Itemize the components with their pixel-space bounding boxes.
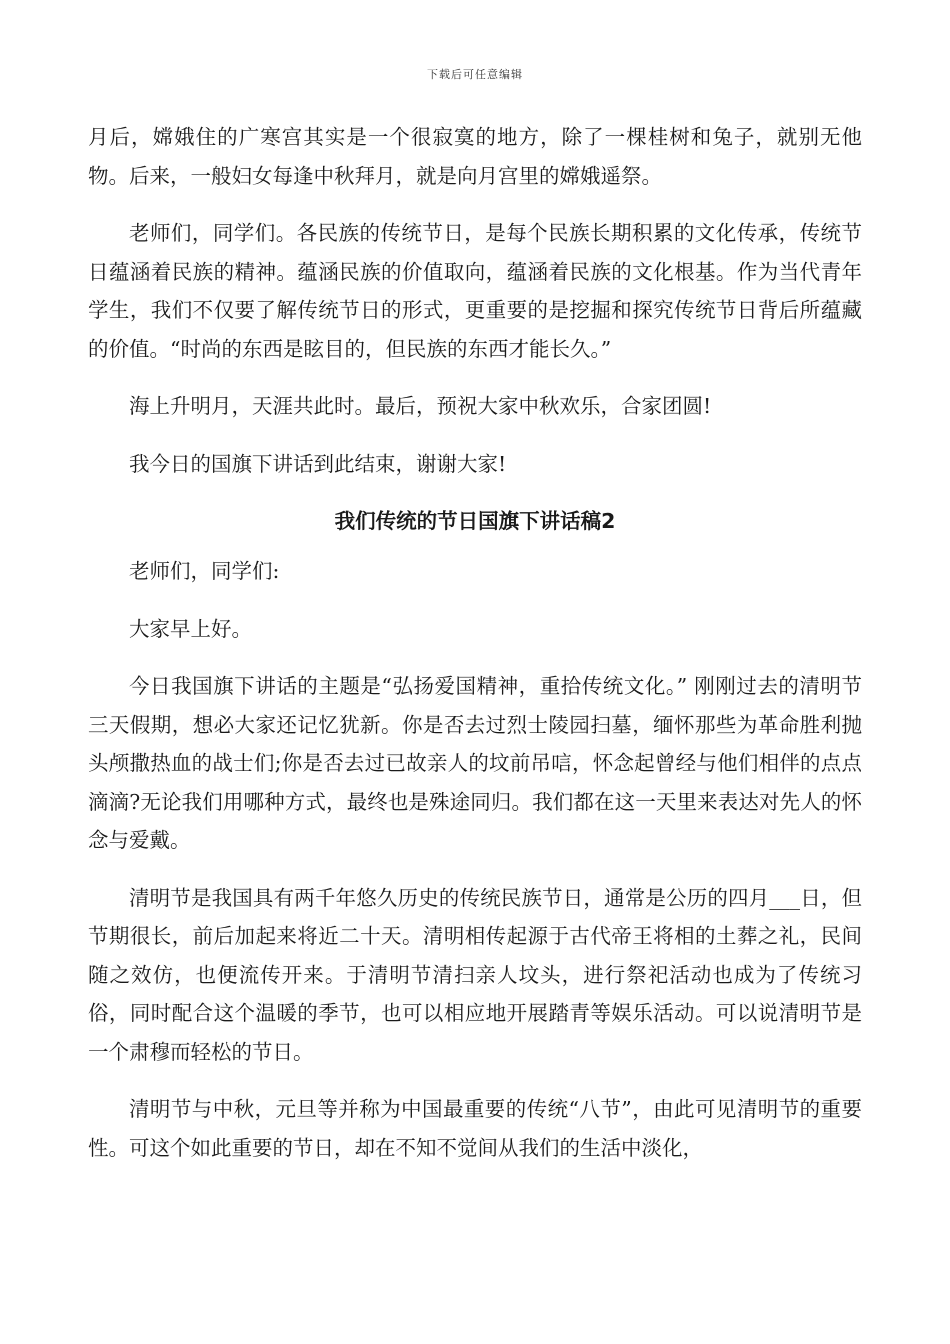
section-title: 我们传统的节日国旗下讲话稿2 (334, 509, 616, 533)
paragraph: 老师们，同学们。各民族的传统节日，是每个民族长期积累的文化传承，传统节日蕴涵着民族的精神。蕴涵民族的价值取向，蕴涵着民族的文化根基。作为当代青年学生，我们不仅要了解传统节日的形式，更重要的是挖掘和探究传统节日背后所蕴藏的价值。“时尚的东西是眩目的，但民族的东西才能长久。” (88, 221, 862, 361)
paragraph: 我今日的国旗下讲话到此结束，谢谢大家! (129, 451, 507, 476)
paragraph: 老师们，同学们: (129, 559, 280, 583)
paragraph: 清明节与中秋，元旦等并称为中国最重要的传统“八节”，由此可见清明节的重要性。可这个如此重要的节日，却在不知不觉间从我们的生活中淡化， (88, 1097, 862, 1160)
document-body (88, 118, 862, 1186)
paragraph: 海上升明月，天涯共此时。最后，预祝大家中秋欢乐，合家团圆! (129, 394, 712, 418)
page-header: 下载后可任意编辑 (427, 68, 523, 81)
paragraph: 大家早上好。 (129, 616, 252, 641)
paragraph: 今日我国旗下讲话的主题是“弘扬爱国精神，重拾传统文化。” 刚刚过去的清明节三天假期，想必大家还记忆犹新。你是否去过烈士陵园扫墓，缅怀那些为革命胜利抛头颅撒热血的战士们;你是否去过已故亲人的坟前吊唁，怀念起曾经与他们相伴的点点滴滴?无论我们用哪种方式，最终也是殊途同归。我们都在这一天里来表达对先人的怀念与爱戴。 (88, 674, 862, 852)
paragraph: 月后，嫦娥住的广寒宫其实是一个很寂寞的地方，除了一棵桂树和兔子，就别无他物。后来，一般妇女每逢中秋拜月，就是向月宫里的嫦娥遥祭。 (88, 125, 862, 188)
paragraph: 清明节是我国具有两千年悠久历史的传统民族节日，通常是公历的四月___日，但节期很长，前后加起来将近二十天。清明相传起源于古代帝王将相的土葬之礼，民间随之效仿，也便流传开来。于清明节清扫亲人坟头，进行祭祀活动也成为了传统习俗，同时配合这个温暖的季节，也可以相应地开展踏青等娱乐活动。可以说清明节是一个肃穆而轻松的节日。 (88, 885, 862, 1064)
